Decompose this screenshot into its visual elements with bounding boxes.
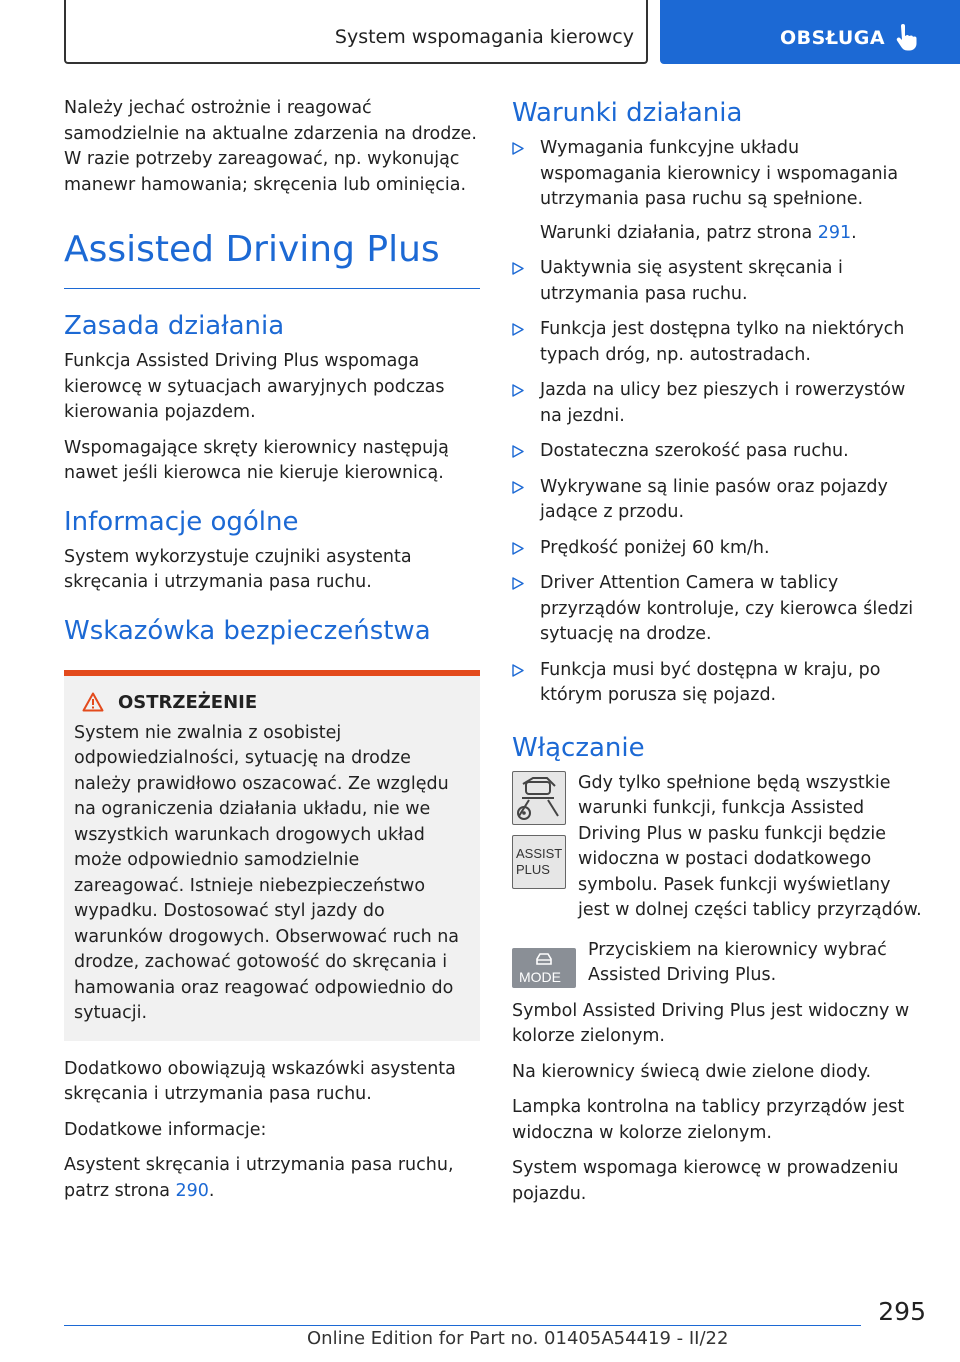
more-info-label: Dodatkowe informacje: xyxy=(64,1119,267,1140)
enable-paragraph-6: System wspomaga kierowcę w prowadzeniu pojazdu. xyxy=(512,1158,899,1204)
heading-enable: Włączanie xyxy=(512,732,645,763)
right-column xyxy=(512,96,926,1217)
enable-paragraph-5: Lampka kontrolna na tablicy przyrządów jest widoczna w kolorze zielonym. xyxy=(512,1097,905,1143)
extra-paragraph: Dodatkowo obowiązują wskazówki asystenta skręcania i utrzymania pasa ruchu. xyxy=(64,1058,456,1104)
list-item: Driver Attention Camera w tablicy przyrządów kontroluje, czy kierowca śledzi sytuację na drodze. xyxy=(512,571,926,648)
principle-paragraph-2: Wspomagające skręty kierownicy następują nawet jeśli kierowca nie kieruje kierownicą. xyxy=(64,437,449,483)
list-item: Wykrywane są linie pasów oraz pojazdy jadące z przodu. xyxy=(512,475,926,526)
triangle-bullet-icon xyxy=(512,262,524,275)
enable-paragraph-1: Gdy tylko spełnione będą wszystkie warunki funkcji, funkcja Assisted Driving Plus w pasku funkcji będzie widoczna w postaci dodatkowego symbolu. Pasek funkcji wyświetlany jest w dolnej części tablicy przyrządów. xyxy=(578,772,922,920)
list-item: Uaktywnia się asystent skręcania i utrzymania pasa ruchu. xyxy=(512,256,926,307)
header-section-tab xyxy=(660,0,960,64)
more-info-paragraph xyxy=(64,1153,480,1204)
list-item: Funkcja musi być dostępna w kraju, po którym porusza się pojazd. xyxy=(512,658,926,709)
warning-header xyxy=(82,692,470,713)
enable-symbols-row xyxy=(512,771,926,924)
symbol-column xyxy=(512,771,578,889)
enable-paragraph-4: Na kierownicy świecą dwie zielone diody. xyxy=(512,1061,872,1082)
section-heading: Assisted Driving Plus xyxy=(64,229,440,270)
assist-plus-symbol: ASSIST PLUS xyxy=(512,835,566,889)
heading-general: Informacje ogólne xyxy=(64,506,299,537)
left-column xyxy=(64,96,480,1214)
list-item: Wymagania funkcyjne układu wspomagania kierownicy i wspomagania utrzymania pasa ruchu są spełnione. Warunki działania, patrz strona 291. xyxy=(512,136,926,246)
warning-label: OSTRZEŻENIE xyxy=(118,691,258,713)
mode-button-label: MODE xyxy=(519,968,561,985)
triangle-bullet-icon xyxy=(512,445,524,458)
intro-paragraph: Należy jechać ostrożnie i reagować samodzielnie na aktualne zdarzenia na drodze. W razie potrzeby zareagować, np. wykonując manewr hamowania; skręcenia lub ominięcia. xyxy=(64,98,477,195)
assisted-driving-symbol xyxy=(512,771,566,825)
list-item: Funkcja jest dostępna tylko na niektórych typach dróg, np. autostradach. xyxy=(512,317,926,368)
page-link-290[interactable]: 290 xyxy=(175,1180,209,1201)
page-number: 295 xyxy=(878,1297,926,1326)
conditions-list xyxy=(512,136,926,709)
enable-paragraph-3: Symbol Assisted Driving Plus jest widoczny w kolorze zielonym. xyxy=(512,1000,910,1046)
triangle-bullet-icon xyxy=(512,142,524,155)
principle-paragraph-1: Funkcja Assisted Driving Plus wspomaga kierowcę w sytuacjach awaryjnych podczas kierowania pojazdem. xyxy=(64,351,445,422)
car-steering-wheel-icon xyxy=(513,772,564,823)
mode-button-row xyxy=(512,938,926,989)
triangle-bullet-icon xyxy=(512,577,524,590)
mode-button-column xyxy=(512,938,588,988)
heading-conditions: Warunki działania xyxy=(512,98,743,128)
warning-text: System nie zwalnia z osobistej odpowiedzialności, sytuację na drodze należy prawidłowo oszacować. Ze względu na ograniczenia działania układu, nie we wszystkich warunkach drogowych układ może odpowiednio samodzielnie zareagować. Istnieje niebezpieczeństwo wypadku. Dostosować styl jazdy do warunków drogowych. Obserwować ruch na drodze, zachować gotowość do skręcania i hamowania oraz reagować odpowiednio do sytuacji. xyxy=(74,722,460,1023)
list-item: Jazda na ulicy bez pieszych i rowerzystów na jezdni. xyxy=(512,378,926,429)
car-icon xyxy=(534,951,554,967)
page-link-291[interactable]: 291 xyxy=(817,222,852,243)
footer-rule xyxy=(64,1325,861,1326)
list-item: Prędkość poniżej 60 km/h. xyxy=(512,536,926,562)
warning-triangle-icon xyxy=(82,692,104,712)
triangle-bullet-icon xyxy=(512,542,524,555)
header-chapter-box xyxy=(64,0,648,64)
triangle-bullet-icon xyxy=(512,664,524,677)
heading-principle: Zasada działania xyxy=(64,311,285,341)
list-item: Dostateczna szerokość pasa ruchu. xyxy=(512,439,926,465)
condition-reference: Warunki działania, patrz strona 291. xyxy=(540,222,857,243)
heading-safety: Wskazówka bezpieczeństwa xyxy=(64,615,431,646)
more-info-text: Asystent skręcania i utrzymania pasa ruchu, patrz strona xyxy=(64,1155,454,1201)
pointing-hand-icon xyxy=(896,24,918,52)
heading-rule xyxy=(64,288,480,289)
enable-paragraph-2: Przyciskiem na kierownicy wybrać Assisted Driving Plus. xyxy=(588,939,887,985)
section-label: OBSŁUGA xyxy=(780,27,886,49)
mode-button[interactable] xyxy=(512,948,576,988)
more-info-end: . xyxy=(208,1180,215,1201)
triangle-bullet-icon xyxy=(512,481,524,494)
footer-edition: Online Edition for Part no. 01405A54419 - II/22 xyxy=(307,1328,729,1349)
triangle-bullet-icon xyxy=(512,384,524,397)
triangle-bullet-icon xyxy=(512,323,524,336)
chapter-title: System wspomagania kierowcy xyxy=(334,26,634,48)
general-paragraph: System wykorzystuje czujniki asystenta skręcania i utrzymania pasa ruchu. xyxy=(64,546,412,592)
warning-box xyxy=(64,670,480,1041)
